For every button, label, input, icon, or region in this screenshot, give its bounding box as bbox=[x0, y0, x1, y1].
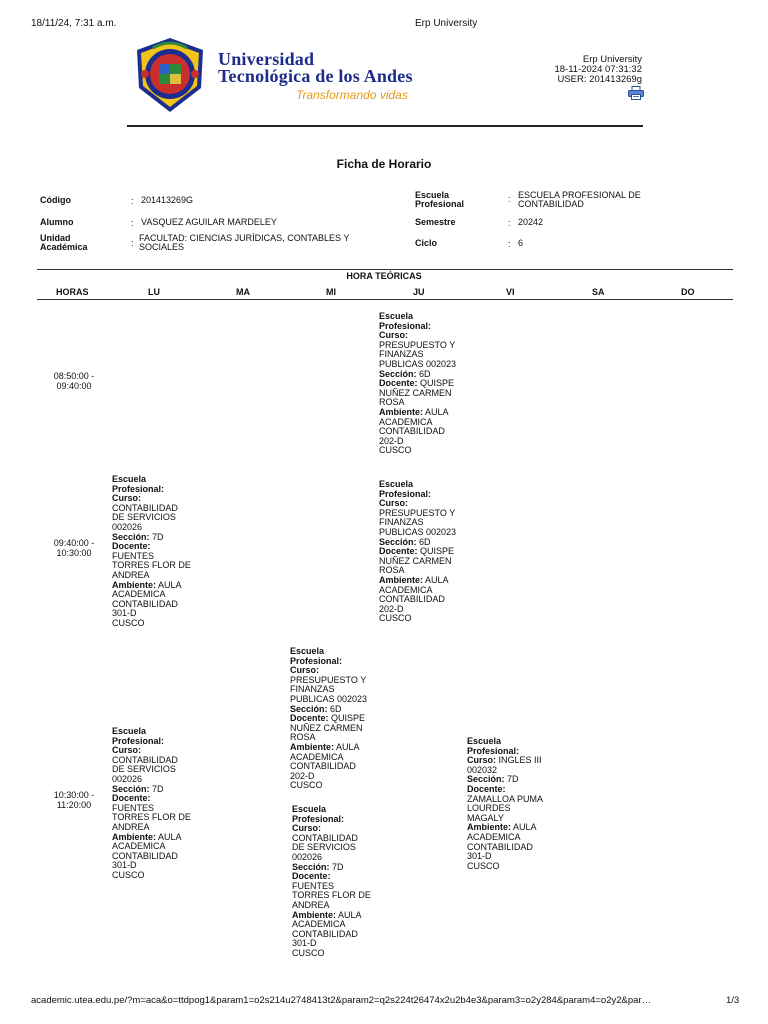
course-field-value: CONTABILIDAD bbox=[112, 598, 178, 609]
course-field-value: CONTABILIDAD bbox=[292, 928, 358, 939]
course-field-value: ACADEMICA bbox=[379, 416, 433, 427]
course-field-value: 202-D bbox=[379, 435, 404, 446]
column-header-ju: JU bbox=[413, 287, 425, 297]
course-line bbox=[292, 949, 380, 959]
course-field-label: Escuela bbox=[467, 736, 502, 746]
course-field-label: Sección: bbox=[379, 536, 417, 547]
course-field-label: Curso: bbox=[290, 665, 319, 676]
course-field-label: Ambiente: bbox=[467, 822, 512, 833]
course-field-value: CUSCO bbox=[292, 947, 325, 958]
university-name-line2: Tecnológica de los Andes bbox=[218, 66, 413, 86]
semestre-value: 20242 bbox=[518, 217, 544, 227]
course-field-value: 002026 bbox=[292, 851, 323, 862]
course-field-value: PRESUPUESTO Y bbox=[379, 507, 456, 518]
header-divider bbox=[127, 125, 643, 127]
course-block bbox=[112, 727, 200, 881]
course-field-value: 7D bbox=[504, 774, 519, 785]
course-field-value: 002026 bbox=[112, 773, 143, 784]
course-field-value: 301-D bbox=[112, 860, 137, 871]
course-field-value: NUÑEZ CARMEN bbox=[290, 722, 363, 733]
course-block bbox=[379, 480, 467, 624]
course-field-label: Ambiente: bbox=[290, 741, 335, 752]
semestre-colon: : bbox=[508, 218, 511, 228]
course-field-value: TORRES FLOR DE bbox=[112, 812, 191, 823]
ciclo-colon: : bbox=[508, 239, 511, 249]
course-field-value: 7D bbox=[329, 861, 344, 872]
course-field-label: Profesional: bbox=[379, 320, 432, 331]
page-title: Ficha de Horario bbox=[336, 157, 432, 171]
course-field-value: ROSA bbox=[379, 565, 405, 576]
course-field-value: ACADEMICA bbox=[290, 751, 344, 762]
course-field-label: Profesional: bbox=[290, 655, 343, 666]
course-field-value: AULA bbox=[511, 822, 537, 833]
course-block bbox=[467, 737, 555, 871]
unidad-label bbox=[40, 234, 88, 252]
course-field-label: Sección: bbox=[112, 783, 150, 794]
column-header-lu: LU bbox=[148, 287, 160, 297]
course-field-value: ROSA bbox=[379, 397, 405, 408]
course-line bbox=[379, 614, 467, 624]
course-field-value: 301-D bbox=[292, 938, 317, 949]
course-field-value: AULA bbox=[423, 574, 449, 585]
course-field-value: ROSA bbox=[290, 732, 316, 743]
course-field-value: 7D bbox=[149, 531, 164, 542]
course-field-label: Curso: bbox=[112, 493, 141, 504]
course-field-label: Escuela bbox=[379, 311, 414, 321]
course-field-value: PRESUPUESTO Y bbox=[290, 674, 367, 685]
schedule-header-rule bbox=[37, 299, 733, 300]
unidad-label-line2: Académica bbox=[40, 242, 88, 252]
course-field-label: Profesional: bbox=[467, 745, 520, 756]
course-field-value: PUBLICAS 002023 bbox=[379, 358, 457, 369]
course-field-value: FUENTES bbox=[292, 880, 335, 891]
course-field-value: AULA bbox=[336, 909, 362, 920]
course-field-value: FINANZAS bbox=[379, 517, 424, 528]
time-slot-1 bbox=[34, 372, 114, 391]
schedule-top-rule bbox=[37, 269, 733, 270]
course-field-label: Docente: bbox=[379, 546, 418, 557]
unidad-value-line2: SOCIALES bbox=[139, 242, 185, 252]
course-field-value: LOURDES bbox=[467, 803, 511, 814]
course-field-label: Docente: bbox=[379, 378, 418, 389]
course-field-label: Escuela bbox=[379, 479, 414, 489]
column-header-sa: SA bbox=[592, 287, 605, 297]
course-field-value: MAGALY bbox=[467, 812, 504, 823]
user-id: USER: 201413269g bbox=[557, 74, 642, 85]
alumno-colon: : bbox=[131, 218, 134, 228]
course-field-label: Profesional: bbox=[112, 483, 165, 494]
course-field-value: ACADEMICA bbox=[112, 589, 166, 600]
course-field-label: Profesional: bbox=[379, 488, 432, 499]
course-field-value: CUSCO bbox=[290, 780, 323, 791]
course-block bbox=[112, 475, 200, 629]
course-field-value: CONTABILIDAD bbox=[112, 850, 178, 861]
escuela-value-line2: CONTABILIDAD bbox=[518, 199, 584, 209]
column-header-horas: HORAS bbox=[56, 287, 89, 297]
course-field-label: Docente: bbox=[292, 871, 331, 882]
course-field-label: Curso: bbox=[379, 330, 408, 341]
course-field-label: Curso: bbox=[292, 823, 321, 834]
course-field-label: Sección: bbox=[290, 703, 328, 714]
course-line bbox=[112, 871, 200, 881]
unidad-colon: : bbox=[131, 238, 134, 248]
course-block bbox=[290, 647, 378, 791]
report-timestamp: 18-11-2024 07:31:32 bbox=[554, 64, 642, 75]
course-field-label: Sección: bbox=[467, 774, 505, 785]
course-field-value: ACADEMICA bbox=[467, 831, 521, 842]
page-url: academic.utea.edu.pe/?m=aca&o=ttdpog1&param1=o2s214u2748413t2&param2=q2s224t26474x2u2b4e3&param3=o2y284&param4=o2y2&par… bbox=[31, 995, 652, 1006]
time-slot-end: 11:20:00 bbox=[56, 799, 92, 810]
course-field-value: NUÑEZ CARMEN bbox=[379, 387, 452, 398]
course-field-value: CUSCO bbox=[379, 445, 412, 456]
course-field-value: DE SERVICIOS bbox=[112, 512, 176, 523]
course-field-value: 202-D bbox=[290, 770, 315, 781]
course-field-value: ANDREA bbox=[112, 569, 150, 580]
printer-icon[interactable] bbox=[628, 86, 644, 100]
course-field-value: CUSCO bbox=[112, 869, 145, 880]
course-field-value: ACADEMICA bbox=[112, 841, 166, 852]
system-info bbox=[554, 55, 642, 85]
course-field-label: Profesional: bbox=[292, 813, 345, 824]
course-field-label: Curso: bbox=[112, 745, 141, 756]
time-slot-end: 10:30:00 bbox=[56, 547, 92, 558]
alumno-label: Alumno bbox=[40, 217, 74, 227]
unidad-value-line1: FACULTAD: CIENCIAS JURÍDICAS, CONTABLES Y bbox=[139, 233, 350, 243]
course-field-value: FUENTES bbox=[112, 550, 155, 561]
course-line bbox=[290, 781, 378, 791]
codigo-label: Código bbox=[40, 195, 71, 205]
escuela-label-line2: Profesional bbox=[415, 199, 465, 209]
course-field-value: TORRES FLOR DE bbox=[292, 890, 371, 901]
course-field-label: Profesional: bbox=[112, 735, 165, 746]
course-field-label: Docente: bbox=[290, 713, 329, 724]
course-field-label: Curso: bbox=[467, 755, 496, 766]
escuela-value bbox=[518, 191, 641, 209]
time-slot-3 bbox=[34, 791, 114, 810]
course-field-value: CONTABILIDAD bbox=[379, 426, 445, 437]
column-header-vi: VI bbox=[506, 287, 515, 297]
course-field-value: CONTABILIDAD bbox=[467, 841, 533, 852]
course-field-label: Curso: bbox=[379, 498, 408, 509]
schedule-section-title: HORA TEÓRICAS bbox=[346, 271, 422, 281]
course-field-value: FINANZAS bbox=[379, 349, 424, 360]
ciclo-label: Ciclo bbox=[415, 238, 438, 248]
codigo-colon: : bbox=[131, 196, 134, 206]
course-field-value: CONTABILIDAD bbox=[292, 832, 358, 843]
course-field-label: Ambiente: bbox=[379, 574, 424, 585]
course-field-label: Docente: bbox=[112, 541, 151, 552]
course-field-value: FINANZAS bbox=[290, 684, 335, 695]
course-field-value: CUSCO bbox=[379, 613, 412, 624]
course-field-value: NUÑEZ CARMEN bbox=[379, 555, 452, 566]
course-field-value: CUSCO bbox=[467, 860, 500, 871]
column-header-do: DO bbox=[681, 287, 695, 297]
course-field-value: CONTABILIDAD bbox=[112, 754, 178, 765]
ciclo-value: 6 bbox=[518, 238, 524, 248]
course-field-value: QUISPE bbox=[417, 546, 455, 557]
course-field-label: Escuela bbox=[290, 646, 325, 656]
semestre-label: Semestre bbox=[415, 217, 456, 227]
course-field-label: Docente: bbox=[112, 793, 151, 804]
course-field-value: 6D bbox=[416, 536, 431, 547]
unidad-value bbox=[139, 234, 349, 252]
course-field-value: CONTABILIDAD bbox=[290, 761, 356, 772]
course-field-value: 6D bbox=[327, 703, 342, 714]
escuela-colon: : bbox=[508, 194, 511, 204]
column-header-ma: MA bbox=[236, 287, 250, 297]
course-field-value: TORRES FLOR DE bbox=[112, 560, 191, 571]
course-line bbox=[112, 619, 200, 629]
course-field-label: Ambiente: bbox=[112, 831, 157, 842]
university-name-line1: Universidad bbox=[218, 49, 315, 69]
course-field-label: Sección: bbox=[112, 531, 150, 542]
course-field-value: ANDREA bbox=[112, 821, 150, 832]
course-field-value: AULA bbox=[423, 406, 449, 417]
course-field-label: Escuela bbox=[292, 804, 327, 814]
course-field-value: AULA bbox=[156, 579, 182, 590]
time-slot-end: 09:40:00 bbox=[56, 380, 92, 391]
university-crest-logo bbox=[131, 36, 209, 114]
course-field-label: Sección: bbox=[292, 861, 330, 872]
column-header-mi: MI bbox=[326, 287, 336, 297]
course-line bbox=[379, 446, 467, 456]
course-field-value: CUSCO bbox=[112, 617, 145, 628]
course-field-value: ACADEMICA bbox=[379, 584, 433, 595]
course-field-value: PRESUPUESTO Y bbox=[379, 339, 456, 350]
course-field-label: Sección: bbox=[379, 368, 417, 379]
time-slot-2 bbox=[34, 539, 114, 558]
course-field-value: PUBLICAS 002023 bbox=[290, 693, 368, 704]
course-field-value: DE SERVICIOS bbox=[292, 842, 356, 853]
course-field-value: 301-D bbox=[112, 608, 137, 619]
system-name: Erp University bbox=[582, 54, 642, 65]
page-number: 1/3 bbox=[726, 995, 740, 1006]
course-field-value: QUISPE bbox=[417, 378, 455, 389]
course-field-value: FUENTES bbox=[112, 802, 155, 813]
course-block bbox=[292, 805, 380, 959]
course-field-value: CONTABILIDAD bbox=[112, 502, 178, 513]
course-field-value: DE SERVICIOS bbox=[112, 764, 176, 775]
course-field-value: INGLES III bbox=[496, 755, 542, 766]
course-block bbox=[379, 312, 467, 456]
course-field-value: 6D bbox=[416, 368, 431, 379]
course-field-value: 002032 bbox=[467, 764, 498, 775]
escuela-label bbox=[415, 191, 464, 209]
course-field-value: AULA bbox=[156, 831, 182, 842]
unidad-label-line1: Unidad bbox=[40, 233, 71, 243]
course-field-value: 301-D bbox=[467, 851, 492, 862]
course-field-value: ACADEMICA bbox=[292, 919, 346, 930]
course-field-label: Ambiente: bbox=[379, 406, 424, 417]
course-field-value: 002026 bbox=[112, 521, 143, 532]
course-field-value: 7D bbox=[149, 783, 164, 794]
time-slot-start: 09:40:00 - bbox=[53, 538, 95, 548]
course-field-label: Ambiente: bbox=[112, 579, 157, 590]
time-slot-start: 08:50:00 - bbox=[53, 371, 95, 381]
alumno-value: VASQUEZ AGUILAR MARDELEY bbox=[141, 217, 277, 227]
print-title: Erp University bbox=[415, 18, 478, 29]
course-field-value: 202-D bbox=[379, 603, 404, 614]
time-slot-start: 10:30:00 - bbox=[53, 790, 95, 800]
course-field-label: Escuela bbox=[112, 726, 147, 736]
course-field-label: Escuela bbox=[112, 474, 147, 484]
print-datetime: 18/11/24, 7:31 a.m. bbox=[31, 18, 117, 29]
escuela-value-line1: ESCUELA PROFESIONAL DE bbox=[518, 190, 641, 200]
course-field-value: ZAMALLOA PUMA bbox=[467, 793, 544, 804]
university-slogan: Transformando vidas bbox=[296, 88, 408, 102]
course-field-label: Ambiente: bbox=[292, 909, 337, 920]
course-field-value: ANDREA bbox=[292, 899, 330, 910]
course-field-value: QUISPE bbox=[328, 713, 366, 724]
course-field-label: Docente: bbox=[467, 783, 506, 794]
escuela-label-line1: Escuela bbox=[415, 190, 450, 200]
course-field-value: CONTABILIDAD bbox=[379, 594, 445, 605]
codigo-value: 201413269G bbox=[141, 195, 194, 205]
course-line bbox=[467, 862, 555, 872]
course-field-value: AULA bbox=[334, 741, 360, 752]
course-field-value: PUBLICAS 002023 bbox=[379, 526, 457, 537]
